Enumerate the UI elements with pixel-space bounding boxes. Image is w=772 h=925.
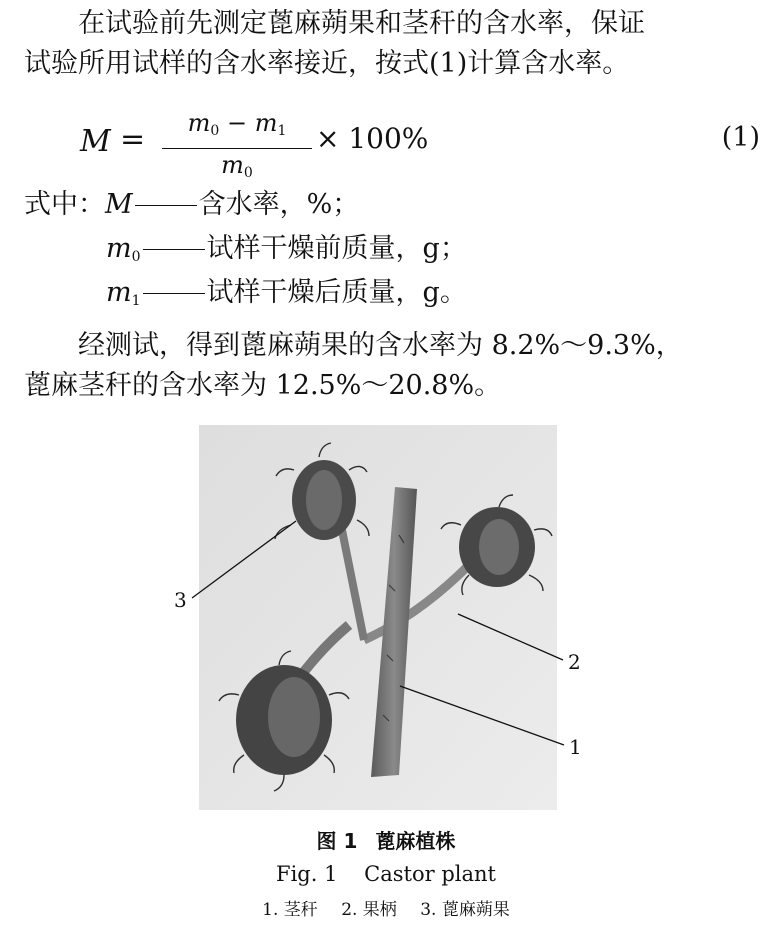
formula-lhs: M	[80, 124, 111, 159]
symbol: m	[187, 109, 211, 137]
formula-numerator	[162, 108, 312, 146]
paragraph-line: 蓖麻茎秆的含水率为 12.5%～20.8%。	[24, 370, 502, 401]
operator: −	[219, 109, 255, 137]
symbol: m	[254, 109, 278, 137]
figure-legend	[0, 895, 772, 920]
formula-denominator	[162, 151, 312, 187]
paragraph-moisture-results	[24, 326, 683, 406]
em-dash	[143, 249, 205, 250]
definition-symbol: m	[106, 277, 132, 308]
equation-number: (1)	[721, 122, 760, 153]
definition-row	[24, 183, 359, 227]
callout-3: 3	[174, 588, 187, 612]
legend-item: 1. 茎秆	[262, 900, 318, 920]
figure-caption-english: Fig. 1 Castor plant	[276, 862, 496, 886]
paragraph-line: 试验所用试样的含水率接近，按式(1)计算含水率。	[24, 48, 630, 79]
paragraph-line: 在试验前先测定蓖麻蒴果和茎秆的含水率，保证	[78, 8, 645, 39]
paragraph-line: 经测试，得到蓖麻蒴果的含水率为 8.2%～9.3%，	[78, 330, 683, 361]
figure-title: 蓖麻植株	[375, 829, 456, 853]
figure-caption-chinese	[0, 825, 772, 854]
paragraph-moisture-intro	[24, 4, 645, 84]
formula-equals: =	[120, 122, 146, 157]
castor-plant-illustration	[199, 425, 557, 810]
formula-multiplier: × 100%	[316, 122, 429, 155]
legend-item: 2. 果柄	[341, 900, 397, 920]
subscript: 0	[210, 123, 220, 139]
subscript: 0	[243, 165, 253, 181]
callout-1: 1	[569, 735, 582, 759]
formula-fraction	[162, 108, 312, 187]
definition-row	[106, 271, 467, 323]
definition-text: 试样干燥前质量，g；	[206, 233, 467, 264]
figure-number: 图 1	[316, 829, 358, 853]
symbol: m	[221, 151, 244, 179]
definition-symbol: M	[105, 189, 133, 220]
subscript: 0	[131, 249, 141, 265]
definition-symbol: m	[106, 233, 132, 264]
castor-plant-photo	[199, 425, 557, 810]
definition-text: 含水率，%；	[198, 189, 360, 220]
legend-item: 3. 蓖麻蒴果	[420, 900, 510, 920]
callout-2: 2	[568, 650, 581, 674]
em-dash	[135, 205, 197, 206]
subscript: 1	[277, 123, 287, 139]
subscript: 1	[131, 293, 141, 309]
moisture-formula	[80, 110, 760, 180]
fraction-bar	[162, 148, 312, 149]
definition-prefix: 式中：	[24, 189, 105, 220]
em-dash	[143, 293, 205, 294]
definition-text: 试样干燥后质量，g。	[206, 277, 467, 308]
